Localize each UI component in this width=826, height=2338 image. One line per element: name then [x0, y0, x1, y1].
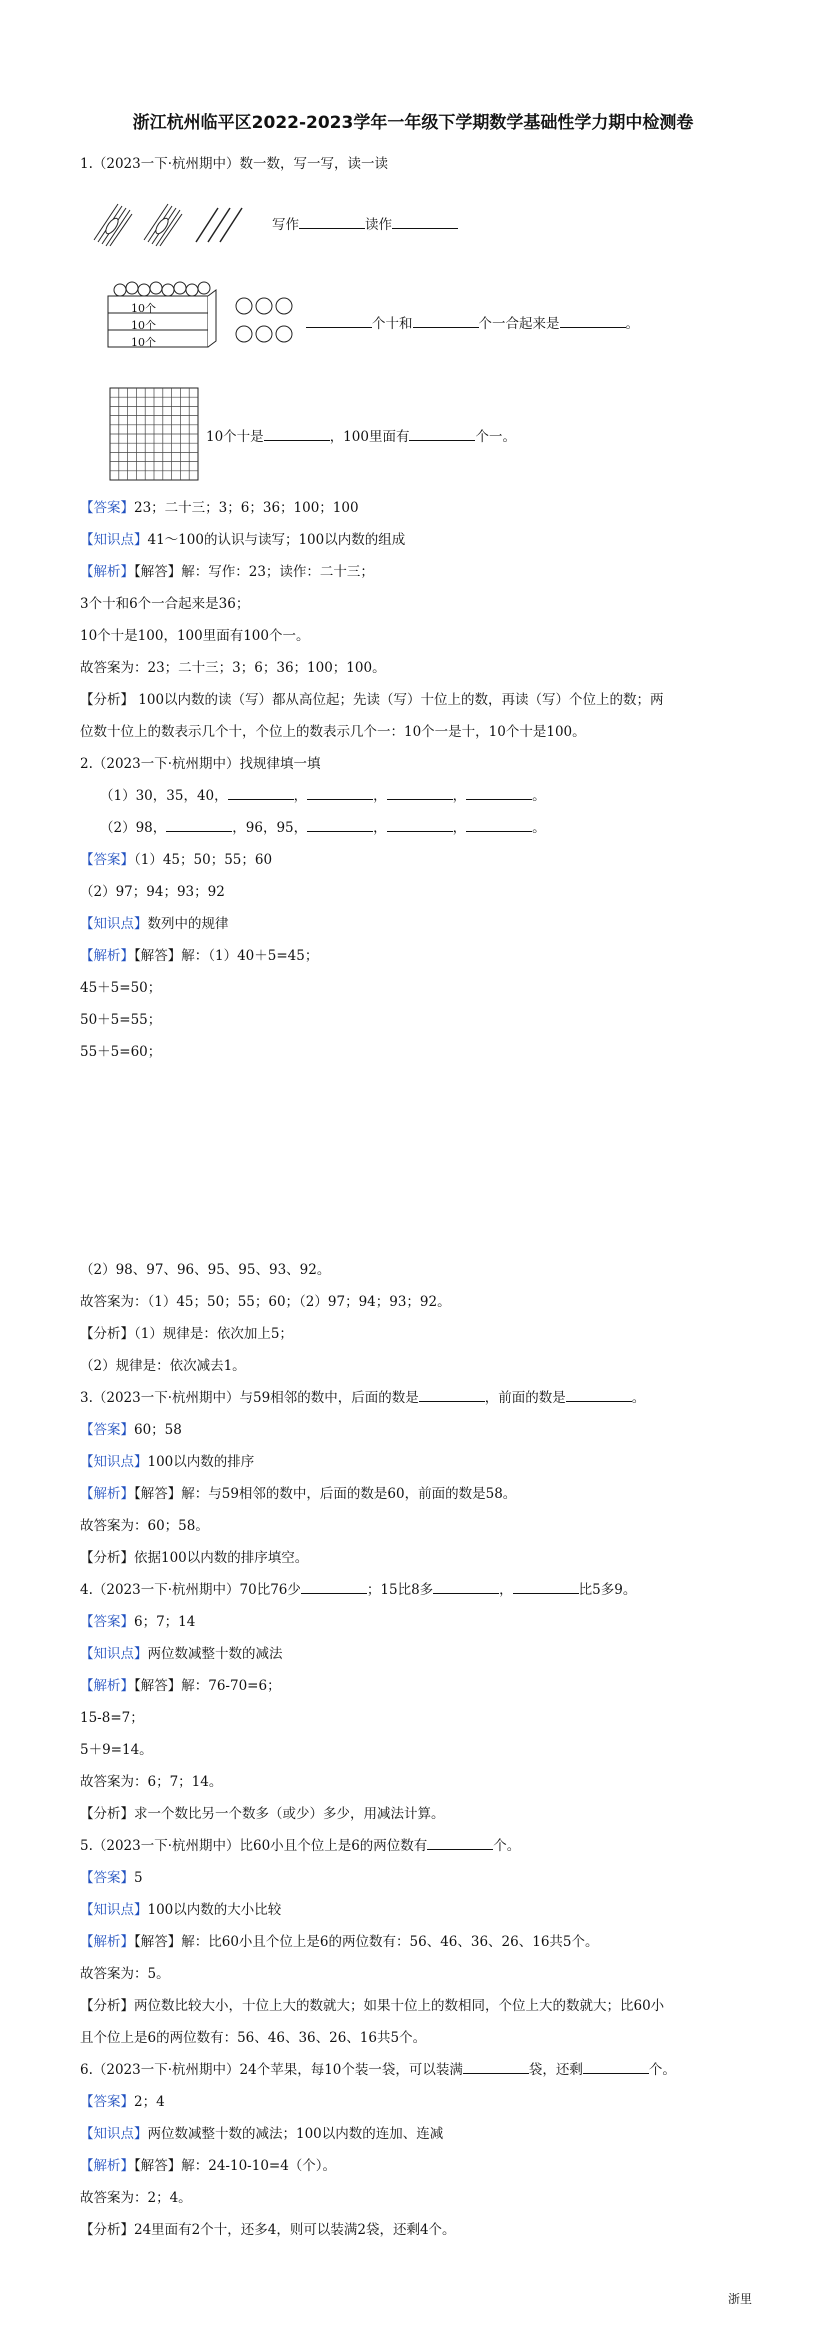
- knowledge-text: 两位数减整十数的减法；100以内数的连加、连减: [147, 2126, 444, 2142]
- tens-blank[interactable]: [306, 313, 372, 328]
- sum-blank[interactable]: [560, 313, 626, 328]
- stem-mid: ，前面的数是: [484, 1390, 566, 1406]
- sep: ，: [293, 788, 308, 804]
- row3-text-a: 10个十是: [206, 429, 264, 445]
- knowledge-tag: 【知识点】: [80, 1902, 148, 1918]
- answer-text: 2；4: [134, 2094, 165, 2110]
- analysis-text: 【解答】解：写作：23；读作：二十三；: [134, 564, 374, 580]
- fenxi-tag: 【分析】: [80, 2222, 134, 2238]
- fenxi-tag: 【分析】: [80, 1326, 134, 1342]
- q5-answer: [80, 1866, 143, 1886]
- row3-text-c: 个一。: [475, 429, 516, 445]
- row2-text-b: 个一合起来是: [478, 316, 560, 332]
- fenxi-text: 两位数比较大小，十位上大的数就大；如果十位上的数相同，个位上大的数就大；比60小: [134, 1998, 665, 2014]
- analysis-tag: 【解析】: [80, 1934, 134, 1950]
- q2-blank-2[interactable]: [307, 785, 373, 800]
- answer-tag: 【答案】: [80, 1422, 134, 1438]
- stem-text: 3.（2023一下·杭州期中）与59相邻的数中，后面的数是: [80, 1390, 419, 1406]
- stem-text: 4.（2023一下·杭州期中）70比76少: [80, 1582, 301, 1598]
- q1-fenxi: [80, 688, 664, 708]
- stick-bundle-1: [94, 204, 132, 246]
- fenxi-text: 100以内数的读（写）都从高位起；先读（写）十位上的数，再读（写）个位上的数；两: [134, 692, 664, 708]
- q1-line-2: 10个十是100，100里面有100个一。: [80, 628, 310, 644]
- q6-stem: [80, 2058, 676, 2078]
- knowledge-text: 100以内数的大小比较: [147, 1902, 282, 1918]
- q6-blank-2[interactable]: [583, 2059, 649, 2074]
- knowledge-text: 41～100的认识与读写；100以内数的组成: [147, 532, 406, 548]
- knowledge-text: 数列中的规律: [147, 916, 229, 932]
- q3-answer: [80, 1418, 182, 1438]
- fenxi-tag: 【分析】: [80, 1550, 134, 1566]
- q4-knowledge: [80, 1642, 283, 1662]
- stem-end: 。: [631, 1390, 646, 1406]
- box-label-1: 10个: [131, 302, 156, 315]
- stem-end: 个。: [648, 2062, 676, 2078]
- stem-text: 6.（2023一下·杭州期中）24个苹果，每10个装一袋，可以装满: [80, 2062, 463, 2078]
- q2-fenxi-2: （2）规律是：依次减去1。: [80, 1358, 246, 1374]
- q1-line-3: 故答案为：23；二十三；3；6；36；100；100。: [80, 660, 386, 676]
- stick-bundle-2: [144, 204, 182, 246]
- q2-blank-5[interactable]: [166, 817, 232, 832]
- q2-blank-7[interactable]: [387, 817, 453, 832]
- answer-text: 5: [134, 1870, 143, 1886]
- q2-knowledge: [80, 912, 229, 932]
- answer-text: （1）45；50；55；60: [134, 852, 273, 868]
- answer-text: 6；7；14: [134, 1614, 196, 1630]
- answer-tag: 【答案】: [80, 1870, 134, 1886]
- stem-text: 5.（2023一下·杭州期中）比60小且个位上是6的两位数有: [80, 1838, 428, 1854]
- knowledge-tag: 【知识点】: [80, 2126, 148, 2142]
- q2-fenxi: [80, 1322, 293, 1342]
- sep: ，: [373, 820, 387, 836]
- fenxi-tag: 【分析】: [80, 1998, 134, 2014]
- knowledge-text: 100以内数的排序: [147, 1454, 255, 1470]
- loose-sticks: [196, 208, 242, 242]
- q4-blank-1[interactable]: [301, 1579, 367, 1594]
- end: 。: [532, 788, 546, 804]
- q4-stem: [80, 1578, 636, 1598]
- q4-answer: [80, 1610, 195, 1630]
- q3-blank-2[interactable]: [566, 1387, 632, 1402]
- q3-blank-1[interactable]: [419, 1387, 485, 1402]
- fenxi-text: （1）规律是：依次加上5；: [134, 1326, 293, 1342]
- analysis-tag: 【解析】: [80, 1678, 134, 1694]
- q5-line: 故答案为：5。: [80, 1966, 170, 1982]
- row3-text-b: ，100里面有: [329, 429, 410, 445]
- q2-blank-8[interactable]: [466, 817, 532, 832]
- q5-analysis: [80, 1930, 599, 1950]
- q4-line-3: 故答案为：6；7；14。: [80, 1774, 223, 1790]
- analysis-text: 【解答】解：与59相邻的数中，后面的数是60，前面的数是58。: [134, 1486, 517, 1502]
- q4-fenxi: [80, 1802, 445, 1822]
- q2-line-4: （2）98、97、96、95、95、93、92。: [80, 1262, 331, 1278]
- answer-tag: 【答案】: [80, 1614, 134, 1630]
- q5-stem: [80, 1834, 520, 1854]
- knowledge-text: 两位数减整十数的减法: [147, 1646, 283, 1662]
- box-label-2: 10个: [131, 319, 156, 332]
- sep: ，: [373, 788, 387, 804]
- q6-analysis: [80, 2154, 336, 2174]
- answer-tag: 【答案】: [80, 2094, 134, 2110]
- q2-line-2: 50＋5=55；: [80, 1012, 162, 1028]
- q2-sub1: [100, 784, 546, 804]
- q3-line: 故答案为：60；58。: [80, 1518, 209, 1534]
- q2-blank-6[interactable]: [307, 817, 373, 832]
- answer-tag: 【答案】: [80, 852, 134, 868]
- knowledge-tag: 【知识点】: [80, 532, 148, 548]
- bundles-and-sticks-figure: [92, 200, 262, 250]
- ones-in-hundred-blank[interactable]: [409, 426, 475, 441]
- page-title: 浙江杭州临平区2022-2023学年一年级下学期数学基础性学力期中检测卷: [132, 113, 694, 133]
- q1-fenxi-2: 位数十位上的数表示几个十，个位上的数表示几个一：10个一是十，10个十是100。: [80, 724, 586, 740]
- q4-analysis: [80, 1674, 281, 1694]
- sep: ，: [452, 820, 467, 836]
- analysis-tag: 【解析】: [80, 948, 134, 964]
- q2-blank-4[interactable]: [466, 785, 532, 800]
- knowledge-tag: 【知识点】: [80, 1646, 148, 1662]
- q1-analysis: [80, 560, 374, 580]
- q5-blank[interactable]: [427, 1835, 493, 1850]
- analysis-text: 【解答】解：（1）40＋5=45；: [134, 948, 319, 964]
- q2-analysis: [80, 944, 318, 964]
- knowledge-tag: 【知识点】: [80, 1454, 148, 1470]
- q2-stem: 2.（2023一下·杭州期中）找规律填一填: [80, 756, 321, 772]
- sub2-text-b: ，96，95，: [232, 820, 308, 836]
- analysis-tag: 【解析】: [80, 2158, 134, 2174]
- end: 。: [532, 820, 546, 836]
- fenxi-text: 24里面有2个十，还多4，则可以装满2袋，还剩4个。: [134, 2222, 456, 2238]
- q2-line-5: 故答案为：（1）45；50；55；60；（2）97；94；93；92。: [80, 1294, 451, 1310]
- row2-text-a: 个十和: [372, 316, 413, 332]
- q4-blank-3[interactable]: [513, 1579, 579, 1594]
- read-blank[interactable]: [392, 214, 458, 229]
- q5-knowledge: [80, 1898, 281, 1918]
- write-blank[interactable]: [299, 214, 365, 229]
- box-label-3: 10个: [131, 336, 156, 349]
- answer-text: 23；二十三；3；6；36；100；100: [134, 500, 359, 516]
- fenxi-tag: 【分析】: [80, 692, 134, 708]
- q1-knowledge: [80, 528, 405, 548]
- row2-end: 。: [625, 316, 639, 332]
- q5-fenxi: [80, 1994, 664, 2014]
- q2-line-3: 55＋5=60；: [80, 1044, 162, 1060]
- sep: ，: [452, 788, 467, 804]
- stem-mid-2: ，: [499, 1582, 513, 1598]
- analysis-tag: 【解析】: [80, 1486, 134, 1502]
- answer-text: 60；58: [134, 1422, 182, 1438]
- q2-blank-3[interactable]: [387, 785, 453, 800]
- q6-fenxi: [80, 2218, 456, 2238]
- q1-line-1: 3个十和6个一合起来是36；: [80, 596, 250, 612]
- q1-stem: 1.（2023一下·杭州期中）数一数，写一写，读一读: [80, 156, 389, 172]
- q3-stem: [80, 1386, 645, 1406]
- analysis-text: 【解答】解：比60小且个位上是6的两位数有：56、46、36、26、16共5个。: [134, 1934, 599, 1950]
- q6-blank-1[interactable]: [463, 2059, 529, 2074]
- q1-answer: [80, 496, 359, 516]
- fenxi-tag: 【分析】: [80, 1806, 134, 1822]
- q3-analysis: [80, 1482, 516, 1502]
- q2-line-1: 45＋5=50；: [80, 980, 162, 996]
- analysis-tag: 【解析】: [80, 564, 134, 580]
- q3-fenxi: [80, 1546, 308, 1566]
- knowledge-tag: 【知识点】: [80, 916, 148, 932]
- q4-blank-2[interactable]: [433, 1579, 499, 1594]
- q3-knowledge: [80, 1450, 254, 1470]
- fenxi-text: 依据100以内数的排序填空。: [134, 1550, 309, 1566]
- q2-sub2: [100, 816, 546, 836]
- q5-fenxi-2: 且个位上是6的两位数有：56、46、36、26、16共5个。: [80, 2030, 427, 2046]
- stem-mid: 袋，还剩: [528, 2062, 583, 2078]
- hundred-blank[interactable]: [264, 426, 330, 441]
- q2-blank-1[interactable]: [228, 785, 294, 800]
- q2-answer: [80, 848, 272, 868]
- answer-tag: 【答案】: [80, 500, 134, 516]
- sub1-text: （1）30，35，40，: [100, 788, 228, 804]
- analysis-text: 【解答】解：24-10-10=4（个）。: [134, 2158, 337, 2174]
- q4-line-1: 15-8=7；: [80, 1710, 144, 1726]
- hundred-grid-figure: [108, 386, 204, 486]
- fenxi-text: 求一个数比另一个数多（或少）多少，用减法计算。: [134, 1806, 445, 1822]
- q2-answer-2: （2）97；94；93；92: [80, 884, 225, 900]
- ones-blank[interactable]: [413, 313, 479, 328]
- stem-mid-1: ；15比8多: [366, 1582, 434, 1598]
- page-footer: 浙里: [727, 2292, 752, 2306]
- read-label: 读作: [365, 217, 392, 233]
- q6-line: 故答案为：2；4。: [80, 2190, 192, 2206]
- q6-answer: [80, 2090, 165, 2110]
- write-label: 写作: [272, 217, 299, 233]
- q4-line-2: 5＋9=14。: [80, 1742, 153, 1758]
- stem-end: 比5多9。: [578, 1582, 637, 1598]
- stem-end: 个。: [493, 1838, 521, 1854]
- sub2-text-a: （2）98，: [100, 820, 167, 836]
- q6-knowledge: [80, 2122, 443, 2142]
- analysis-text: 【解答】解：76-70=6；: [134, 1678, 281, 1694]
